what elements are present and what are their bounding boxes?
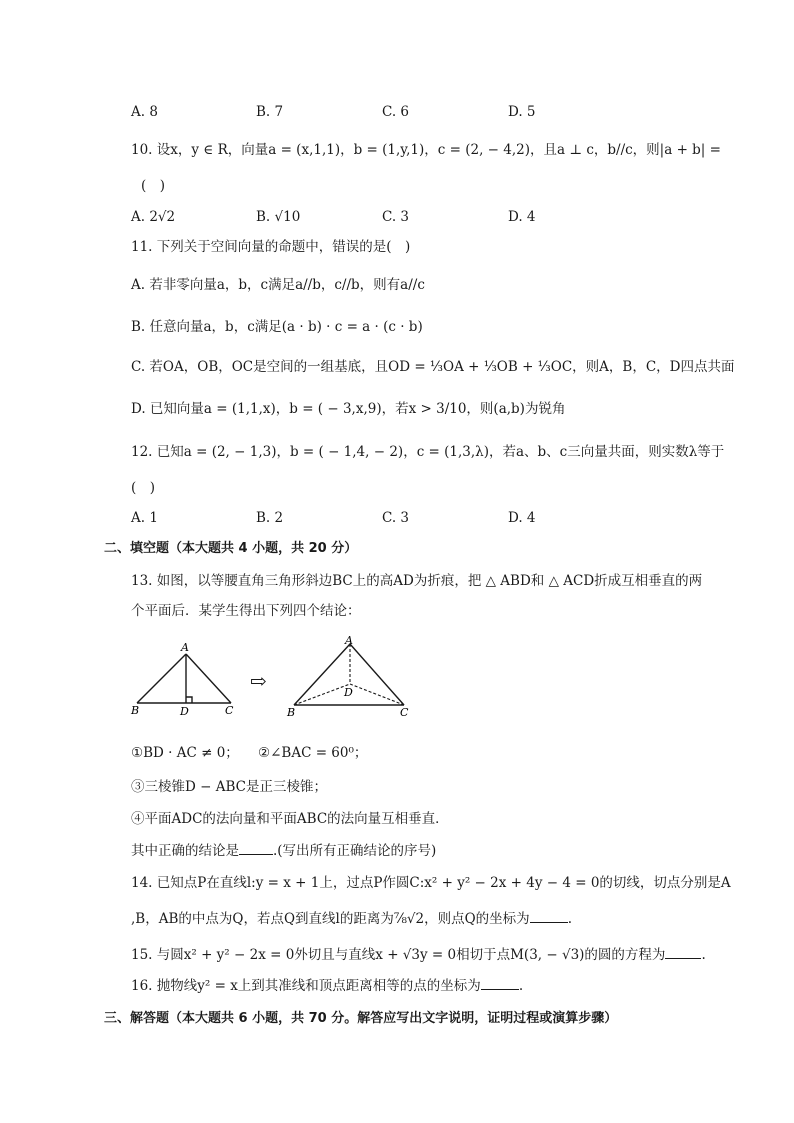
q10-option-a: A. 2√2 [131,209,176,225]
q16-answer-blank[interactable] [481,977,519,990]
q13-ask [131,842,436,860]
q9-option-b: B. 7 [256,104,284,120]
q11-option-d: D. 已知向量a = (1,1,x)，b = ( − 3,x,9)，若x > 3/10，则(a,b)为锐角 [131,401,566,417]
label-b: B [131,704,140,717]
q10-stem: 10. 设x，y ∈ R，向量a = (x,1,1)，b = (1,y,1)，c = (2, − 4,2)，且a ⊥ c，b//c，则|a + b| = [131,142,721,158]
label-d: D [180,705,189,718]
label-a: A [345,634,353,647]
q13-line-2: 个平面后．某学生得出下列四个结论： [131,603,361,619]
q14-line-2 [131,910,572,928]
q13-ask-hint: .(写出所有正确结论的序号) [273,843,437,859]
right-angle-mark [186,697,192,703]
q13-conclusion-4: ④平面ADC的法向量和平面ABC的法向量互相垂直． [131,811,449,827]
section-heading-fill-in: 二、填空题（本大题共 4 小题，共 20 分） [104,541,358,556]
q12-option-c: C. 3 [382,510,410,526]
figure-folded-tetrahedron [284,634,414,720]
q13-answer-blank[interactable] [239,842,273,855]
q13-conclusion-2: ②∠BAC = 60⁰； [258,745,368,761]
label-a: A [181,641,189,654]
edge-ab [137,654,186,703]
q11-stem: 11. 下列关于空间向量的命题中，错误的是( ) [131,239,411,255]
q16-end: . [518,978,524,994]
label-c: C [400,706,409,719]
q12-option-a: A. 1 [131,510,158,526]
section-heading-solutions: 三、解答题（本大题共 6 小题，共 70 分。解答应写出文字说明，证明过程或演算步骤） [104,1011,618,1026]
q13-line-1: 13. 如图，以等腰直角三角形斜边BC上的高AD为折痕，把 △ ABD和 △ ACD折成互相垂直的两 [131,573,703,589]
q14-answer-blank[interactable] [530,910,568,923]
q12-option-b: B. 2 [256,510,284,526]
q11-option-c: C. 若OA，OB，OC是空间的一组基底，且OD = ⅓OA + ⅓OB + ⅓OC，则A，B，C，D四点共面 [131,359,735,375]
q15-line [131,946,706,964]
q15-end: . [701,947,706,963]
q10-option-b: B. √10 [256,209,301,225]
edge-bd [294,684,350,705]
q13-ask-text: 其中正确的结论是 [131,843,239,859]
figure-isosceles-right-triangle [128,640,238,720]
q16-text: 16. 抛物线y² = x上到其准线和顶点距离相等的点的坐标为 [131,978,481,994]
q16-line [131,977,523,995]
label-d: D [344,686,353,699]
edge-ab [294,644,350,705]
q9-option-a: A. 8 [131,104,158,120]
q10-option-d: D. 4 [508,209,536,225]
edge-ac [350,644,404,705]
q14-end: . [567,911,572,927]
q9-option-c: C. 6 [382,104,410,120]
q11-option-a: A. 若非零向量a，b，c满足a//b，c//b，则有a//c [131,277,425,293]
q14-line-1: 14. 已知点P在直线l:y = x + 1上，过点P作圆C:x² + y² − 2x + 4y − 4 = 0的切线，切点分别是A [131,875,731,891]
q10-paren: ( ) [141,178,166,194]
label-c: C [225,704,234,717]
q9-option-d: D. 5 [508,104,536,120]
q10-option-c: C. 3 [382,209,410,225]
q13-conclusion-3: ③三棱锥D − ABC是正三棱锥； [131,779,327,795]
edge-dc [350,684,404,705]
q13-conclusion-1: ①BD · AC ≠ 0； [131,745,239,761]
q15-text: 15. 与圆x² + y² − 2x = 0外切且与直线x + √3y = 0相切于点M(3, − √3)的圆的方程为 [131,947,666,963]
q12-option-d: D. 4 [508,510,536,526]
fold-arrow-icon: ⇨ [250,669,267,693]
q12-paren: ( ) [131,480,156,496]
edge-ac [186,654,231,703]
q11-option-b: B. 任意向量a，b，c满足(a · b) · c = a · (c · b) [131,319,423,335]
label-b: B [287,706,296,719]
q15-answer-blank[interactable] [665,946,701,959]
q12-stem: 12. 已知a = (2, − 1,3)，b = ( − 1,4, − 2)，c = (1,3,λ)，若a、b、c三向量共面，则实数λ等于 [131,444,725,460]
q14-line-2-text: ,B，AB的中点为Q，若点Q到直线l的距离为⅞√2，则点Q的坐标为 [131,911,530,927]
